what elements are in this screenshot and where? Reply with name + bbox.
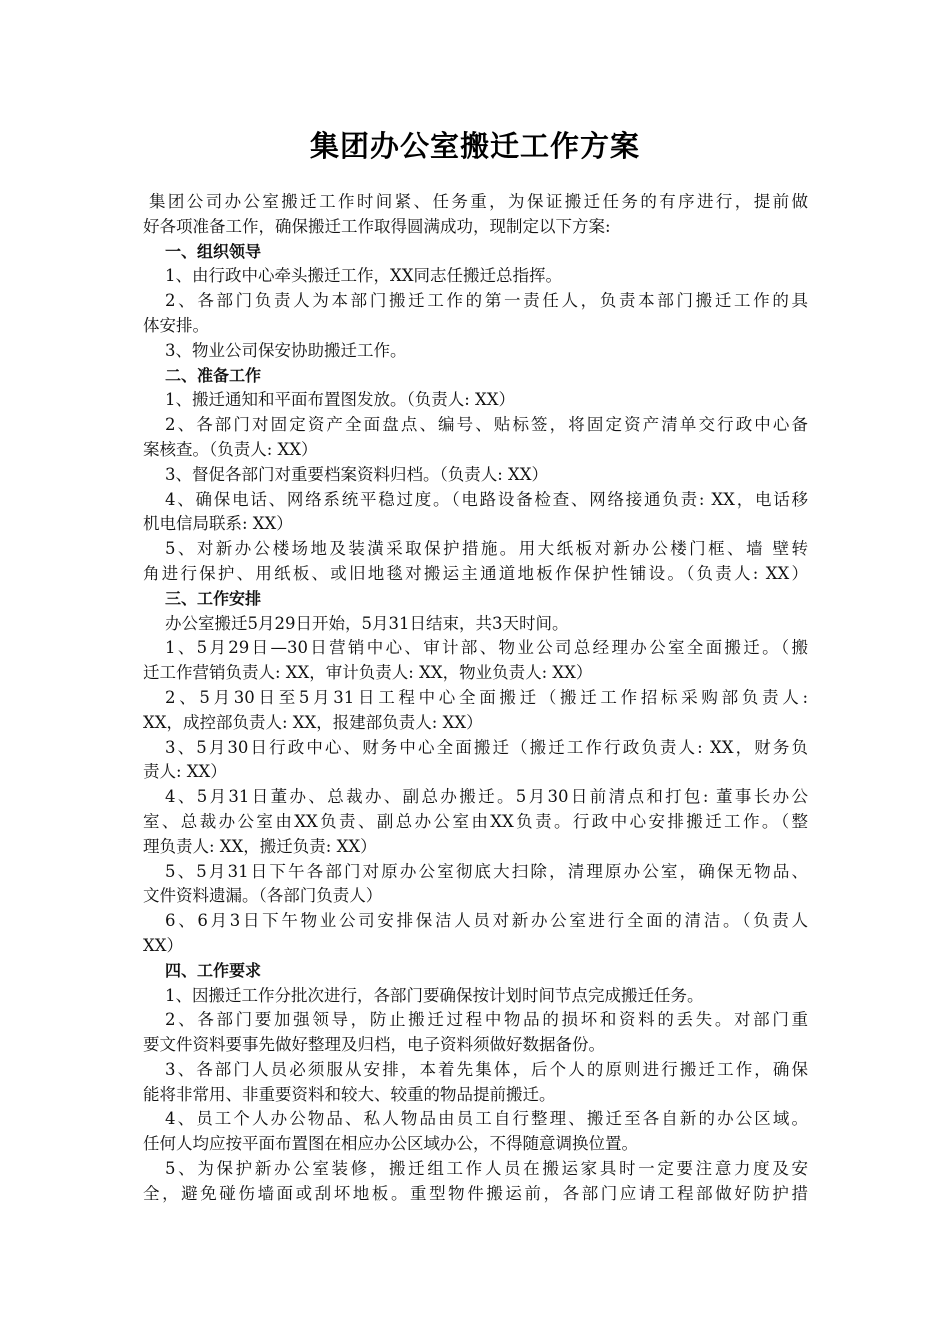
paragraph-line: 2、5月30日至5月31日工程中心全面搬迁（搬迁工作招标采购部负责人: <box>165 687 808 707</box>
paragraph-line: 室、总裁办公室由XX负责、副总办公室由XX负责。行政中心安排搬迁工作。（整 <box>143 811 808 831</box>
paragraph-line: 5、5月31日下午各部门对原办公室彻底大扫除，清理原办公室，确保无物品、 <box>165 861 808 881</box>
paragraph-line: 3、督促各部门对重要档案资料归档。（负责人: XX） <box>165 464 549 484</box>
document-title: 集团办公室搬迁工作方案 <box>309 129 640 163</box>
paragraph-line: 3、物业公司保安协助搬迁工作。 <box>165 340 407 360</box>
paragraph-line: 要文件资料要事先做好整理及归档，电子资料须做好数据备份。 <box>143 1035 605 1055</box>
paragraph-line: 5、对新办公楼场地及装潢采取保护措施。用大纸板对新办公楼门框、墙 壁转 <box>165 539 808 559</box>
paragraph-line: 任何人均应按平面布置图在相应办公区域办公，不得随意调换位置。 <box>143 1134 638 1154</box>
paragraph-line: 集团公司办公室搬迁工作时间紧、任务重，为保证搬迁任务的有序进行，提前做 <box>149 192 808 211</box>
paragraph-line: 办公室搬迁5月29日开始，5月31日结束，共3天时间。 <box>165 613 569 633</box>
paragraph-line: XX） <box>143 935 183 955</box>
paragraph-line: 2、各部门要加强领导，防止搬迁过程中物品的损坏和资料的丢失。对部门重 <box>165 1010 808 1030</box>
paragraph-line: 1、搬迁通知和平面布置图发放。（负责人: XX） <box>165 390 516 410</box>
section-heading: 一、组织领导 <box>165 241 262 261</box>
paragraph-line: 2、各部门负责人为本部门搬迁工作的第一责任人，负责本部门搬迁工作的具 <box>165 291 808 311</box>
paragraph-line: 机电信局联系: XX） <box>143 514 293 534</box>
paragraph-line: 能将非常用、非重要资料和较大、较重的物品提前搬迁。 <box>143 1084 556 1104</box>
paragraph-line: XX，成控部负责人: XX，报建部负责人: XX） <box>143 712 483 732</box>
paragraph-line: 迁工作营销负责人: XX，审计负责人: XX，物业负责人: XX） <box>143 663 593 683</box>
paragraph-line: 体安排。 <box>143 315 209 335</box>
paragraph-line: 全，避免碰伤墙面或刮坏地板。重型物件搬运前，各部门应请工程部做好防护措 <box>143 1183 808 1203</box>
paragraph-line: 1、由行政中心牵头搬迁工作，XX同志任搬迁总指挥。 <box>165 266 562 286</box>
document-body <box>143 190 808 1207</box>
paragraph-line: 6、6月3日下午物业公司安排保洁人员对新办公室进行全面的清洁。（负责人 <box>165 911 808 931</box>
paragraph-line: 5、为保护新办公室装修，搬迁组工作人员在搬运家具时一定要注意力度及安 <box>165 1159 808 1179</box>
paragraph-line: 4、5月31日董办、总裁办、副总办搬迁。5月30日前清点和打包: 董事长办公 <box>165 787 808 807</box>
paragraph-line: 3、各部门人员必须服从安排，本着先集体，后个人的原则进行搬迁工作，确保 <box>165 1059 808 1079</box>
section-heading: 三、工作安排 <box>165 588 262 608</box>
paragraph-line: 好各项准备工作，确保搬迁工作取得圆满成功，现制定以下方案: <box>143 216 611 236</box>
paragraph-line: 4、员工个人办公物品、私人物品由员工自行整理、搬迁至各自新的办公区域。 <box>165 1109 808 1129</box>
paragraph-line: 2、各部门对固定资产全面盘点、编号、贴标签，将固定资产清单交行政中心备 <box>165 415 808 435</box>
section-heading: 四、工作要求 <box>165 960 262 980</box>
paragraph-line: 案核查。（负责人: XX） <box>143 439 318 459</box>
paragraph-line: 角进行保护、用纸板、或旧地毯对搬运主通道地板作保护性铺设。（负责人: XX） <box>143 563 808 583</box>
paragraph-line: 1、因搬迁工作分批次进行，各部门要确保按计划时间节点完成搬迁任务。 <box>165 985 704 1005</box>
section-heading: 二、准备工作 <box>165 365 262 385</box>
paragraph-line: 文件资料遗漏。（各部门负责人） <box>143 886 383 906</box>
paragraph-line: 责人: XX） <box>143 762 227 782</box>
paragraph-line: 4、确保电话、网络系统平稳过度。（电路设备检查、网络接通负责: XX，电话移 <box>165 489 808 509</box>
paragraph-line: 理负责人: XX，搬迁负责: XX） <box>143 836 377 856</box>
paragraph-line: 1、5月29日—30日营销中心、审计部、物业公司总经理办公室全面搬迁。（搬 <box>165 638 808 658</box>
paragraph-line: 3、5月30日行政中心、财务中心全面搬迁（搬迁工作行政负责人: XX，财务负 <box>165 737 808 757</box>
